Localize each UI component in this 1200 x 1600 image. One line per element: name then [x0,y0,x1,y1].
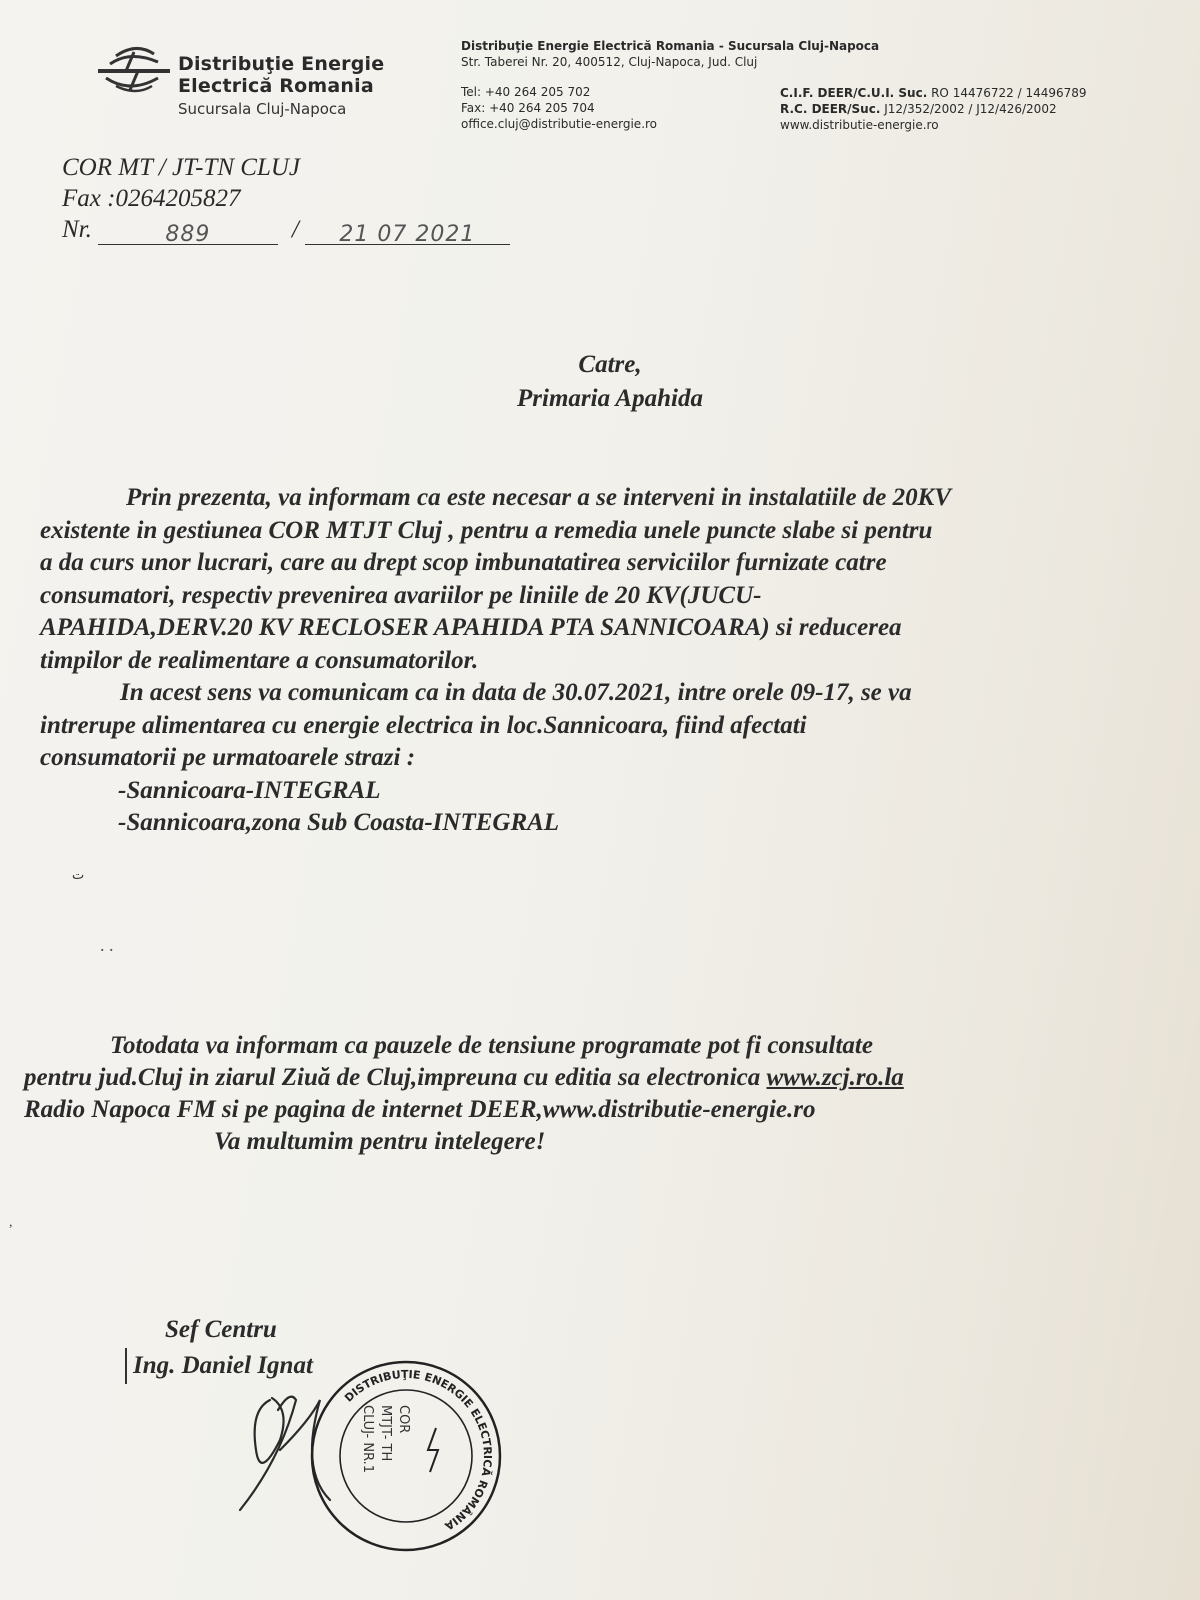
stray-dots-icon: . . [100,935,114,955]
ref-number-row [62,214,510,245]
body-line: In acest sens va comunicam ca in data de 30.07.2021, intre orele 09-17, se va [120,679,912,706]
closing-line-1: Totodata va informam ca pauzele de tensiune programate pot fi consultate [110,1032,873,1059]
header-website: www.distributie-energie.ro [780,118,939,132]
closing-line-2-text: pentru jud.Cluj in ziarul Ziuă de Cluj,impreuna cu editia sa electronica [24,1064,767,1091]
ref-date-value: 21 07 2021 [339,222,476,247]
street-item: -Sannicoara-INTEGRAL [118,776,381,804]
header-registry-block [780,85,1087,133]
stamp-line-3: CLUJ- NR.1 [360,1405,375,1474]
logo-line-3: Sucursala Cluj-Napoca [178,100,347,118]
rc-value: J12/352/2002 / J12/426/2002 [884,102,1057,116]
body-line: existente in gestiunea COR MTJT Cluj , pentru a remedia unele puncte slabe si pentru [40,516,933,544]
addressee-block [0,348,1200,416]
signer-name: Ing. Daniel Ignat [125,1348,313,1384]
signature-block [125,1312,313,1384]
stray-mark-icon: ت [72,868,85,883]
ref-date-field [305,218,510,245]
body-line: consumatori, respectiv prevenirea avariilor pe liniile de 20 KV(JUCU- [40,581,762,609]
stamp-line-1: COR [396,1405,411,1434]
header-tel: Tel: +40 264 205 702 [461,85,591,99]
stamp-inner-text [355,1405,415,1505]
street-item: -Sannicoara,zona Sub Coasta-INTEGRAL [118,809,560,836]
logo-line-1: Distribuţie Energie [178,53,385,75]
body-line: Prin prezenta, va informam ca este necesar a se interveni in instalatiile de 20KV [126,484,951,511]
header-fax: Fax: +40 264 205 704 [461,101,595,115]
logo-line-2: Electrică Romania [178,75,374,97]
header-cif [780,85,1087,101]
signer-title: Sef Centru [165,1316,277,1343]
closing-line-2 [24,1062,1174,1094]
header-company: Distribuţie Energie Electrică Romania - Sucursala Cluj-Napoca [461,39,880,53]
edge-mark-icon: , [9,1215,13,1230]
header-address: Str. Taberei Nr. 20, 400512, Cluj-Napoca, Jud. Cluj [461,55,758,69]
stamp-line-2: MTJT- TH [378,1405,393,1462]
cif-label: C.I.F. DEER/C.U.I. Suc. [780,86,928,100]
ref-nr-field [98,218,278,245]
cif-value: RO 14476722 / 14496789 [931,86,1087,100]
body-line: APAHIDA,DERV.20 KV RECLOSER APAHIDA PTA SANNICOARA) si reducerea [40,614,902,641]
newspaper-link: www.zcj.ro.la [766,1064,904,1091]
ref-nr-value: 889 [165,222,211,247]
stamp-ring-text: DISTRIBUŢIE ENERGIE ELECTRICĂ ROMÂNIA [342,1367,495,1533]
rc-label: R.C. DEER/Suc. [780,102,881,116]
closing-thanks: Va multumim pentru intelegere! [214,1128,546,1155]
ref-fax: Fax :0264205827 [62,185,241,212]
company-logo-icon [96,44,172,94]
body-line: timpilor de realimentare a consumatorilor. [40,646,479,674]
ref-dept: COR MT / JT-TN CLUJ [62,154,301,181]
letter-body [40,482,1165,840]
closing-line-3: Radio Napoca FM si pe pagina de internet DEER,www.distributie-energie.ro [24,1096,816,1123]
header-email: office.cluj@distributie-energie.ro [461,117,658,131]
closing-block [24,1030,1174,1158]
ref-slash: / [291,216,299,243]
header-rc [780,101,1087,117]
body-line: intrerupe alimentarea cu energie electrica in loc.Sannicoara, fiind afectati [40,711,807,739]
body-line: consumatorii pe urmatoarele strazi : [40,744,416,771]
body-line: a da curs unor lucrari, care au drept scop imbunatatirea serviciilor furnizate catre [40,549,887,576]
addressee-to: Catre, [578,351,642,378]
ref-nr-label: Nr. [62,216,92,243]
reference-block [62,152,510,245]
company-logo-text [178,53,384,121]
addressee-name: Primaria Apahida [517,385,703,412]
